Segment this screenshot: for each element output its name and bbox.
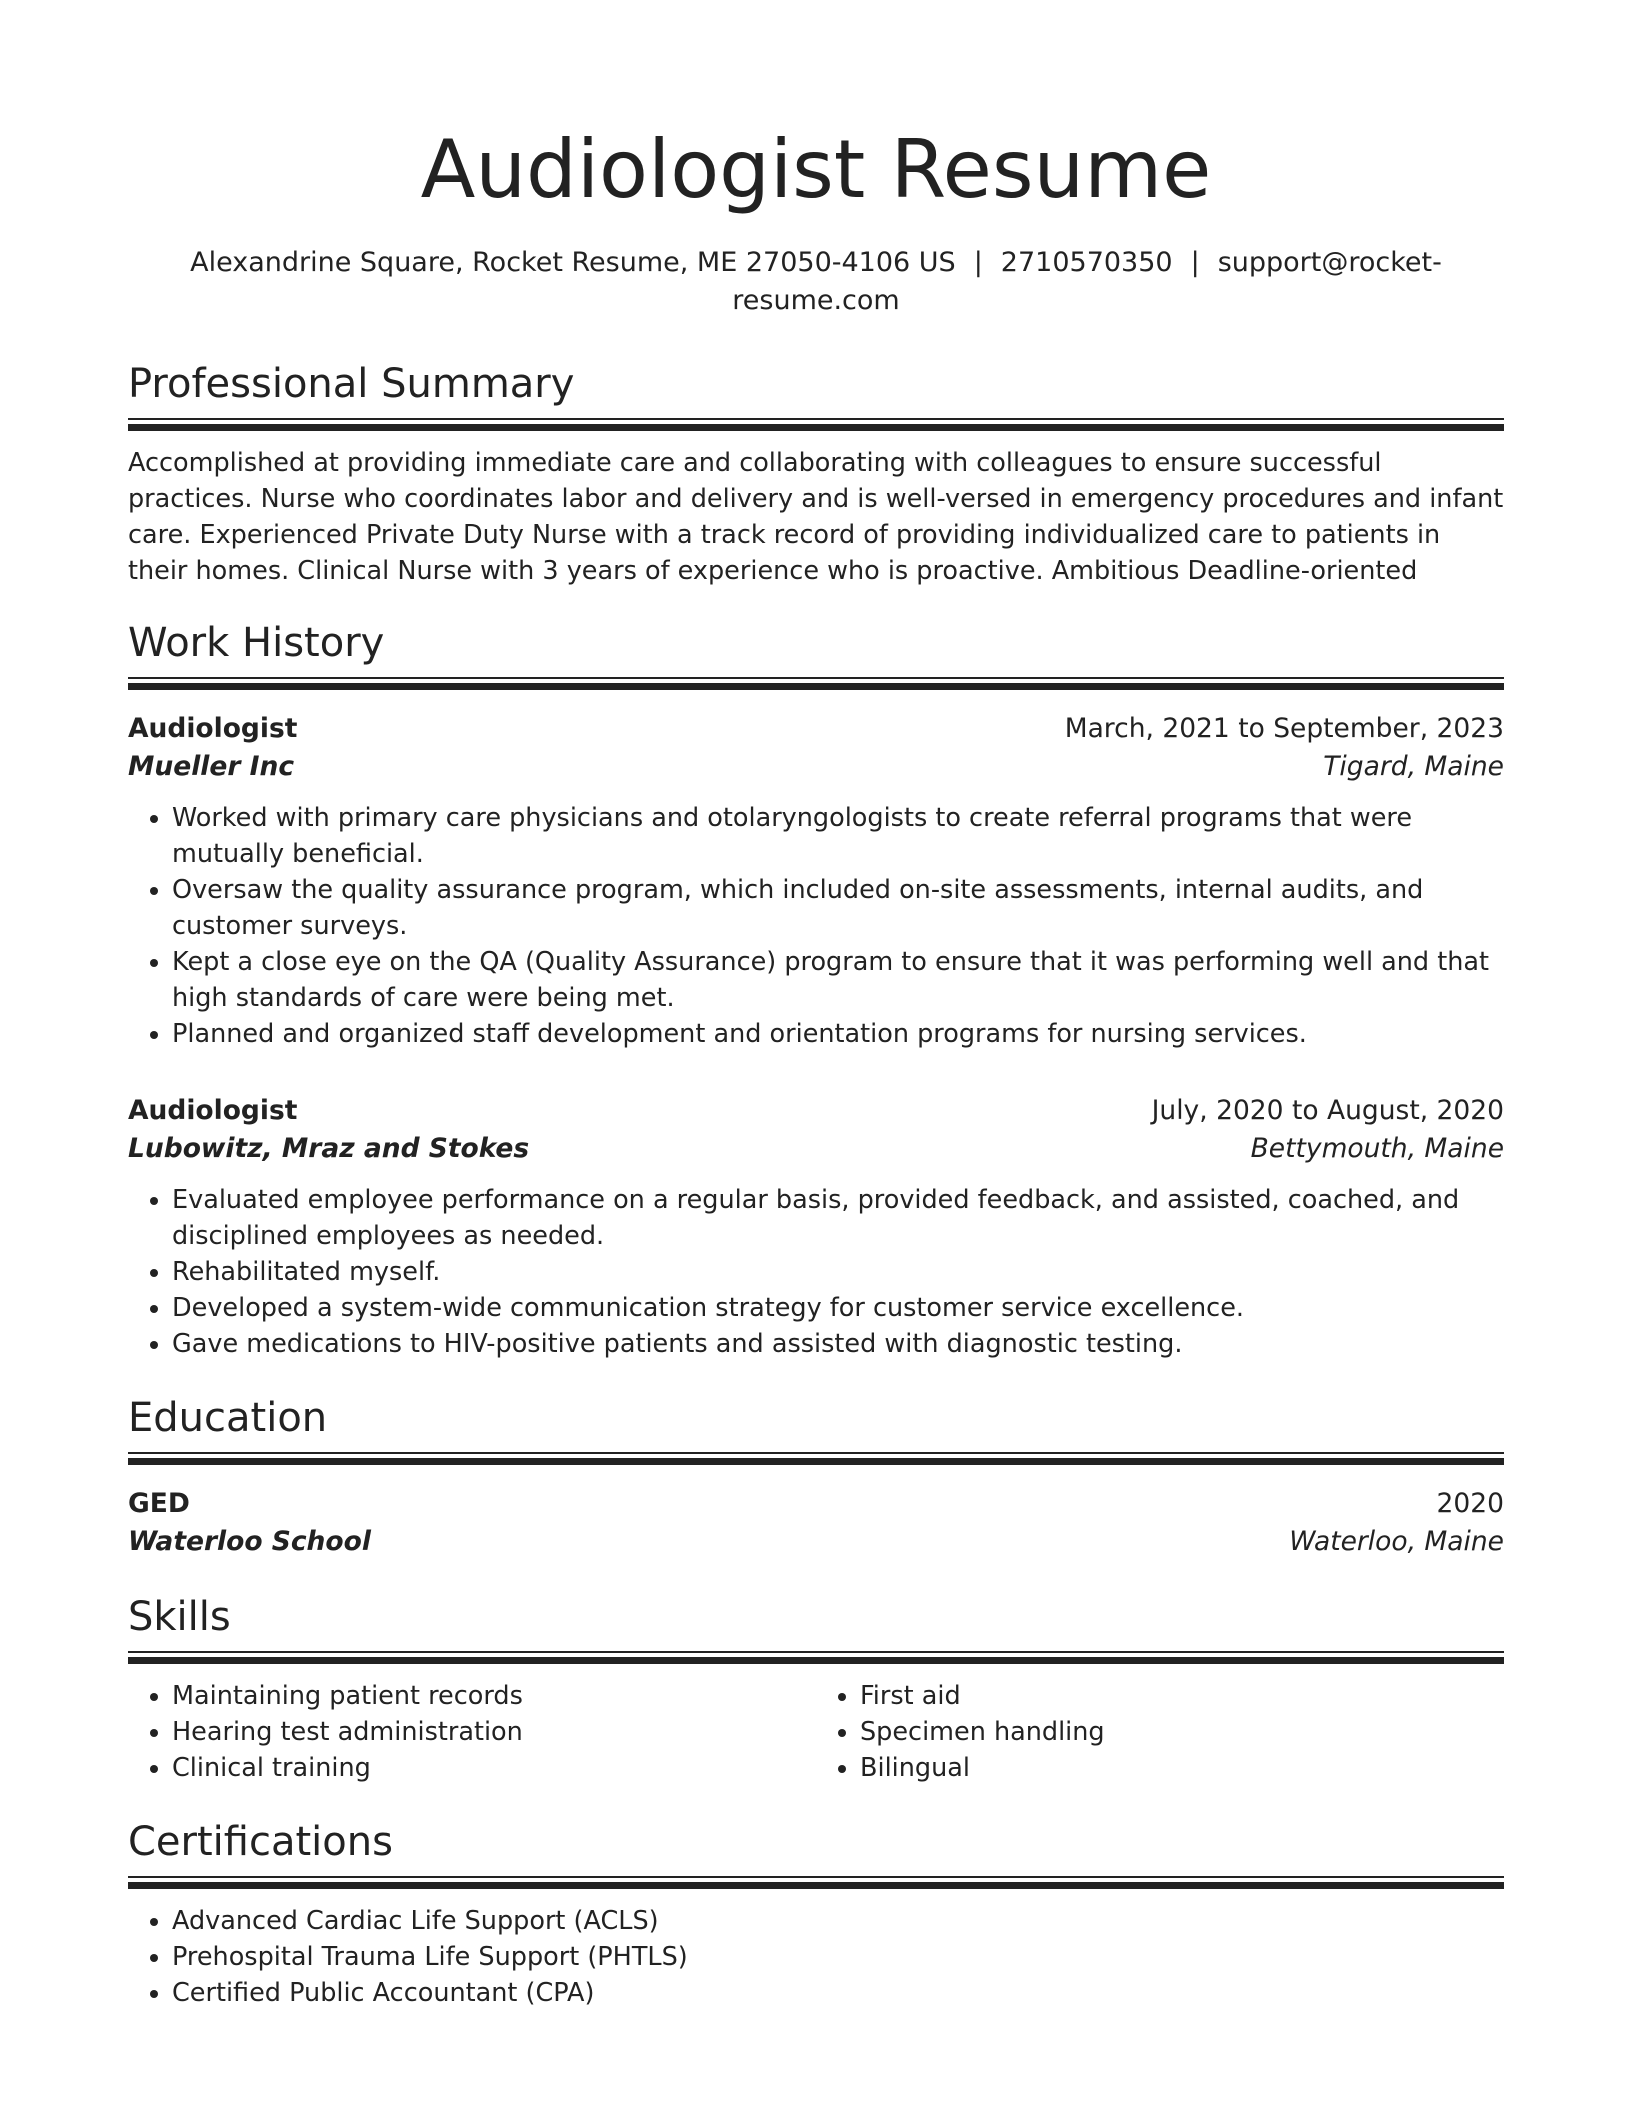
list-item: • Specimen handling — [860, 1714, 1504, 1750]
resume-title: Audiologist Resume — [420, 123, 1212, 216]
education-year: 2020 — [1436, 1488, 1504, 1519]
contact-separator: | — [973, 247, 983, 278]
list-item: • Gave medications to HIV-positive patients and assisted with diagnostic testing. — [172, 1326, 1504, 1362]
summary-text: Accomplished at providing immediate care and collaborating with colleagues to ensure successful practices. Nurse who coordinates labor and delivery and is well-versed in emergency procedures and infant care. Experienced Private Duty Nurse with a track record of providing individualized care to patients in their homes. Clinical Nurse with 3 years of experience who is proactive. Ambitious Deadline-oriented — [128, 448, 1504, 586]
section-divider — [128, 418, 1504, 431]
education-header-row — [128, 1485, 1504, 1523]
list-item: • Certified Public Accountant (CPA) — [172, 1975, 1504, 2011]
section-title-skills: Skills — [128, 1594, 231, 1640]
list-item: • Rehabilitated myself. — [172, 1254, 1504, 1290]
section-divider — [128, 1876, 1504, 1889]
job-bullets — [128, 1182, 1504, 1362]
section-title-work: Work History — [128, 620, 385, 666]
contact-email[interactable]: support@rocket-resume.com — [732, 247, 1442, 316]
job-location: Bettymouth, Maine — [1250, 1133, 1504, 1164]
job-company-row — [128, 1130, 1504, 1168]
list-item: • Oversaw the quality assurance program, which included on-site assessments, internal audits, and customer surveys. — [172, 872, 1504, 944]
contact-address: Alexandrine Square, Rocket Resume, ME 27050-4106 US — [190, 247, 956, 278]
list-item: • Maintaining patient records — [172, 1678, 816, 1714]
job-dates: March, 2021 to September, 2023 — [1064, 713, 1504, 744]
contact-phone: 2710570350 — [1000, 247, 1173, 278]
section-divider — [128, 677, 1504, 690]
job-location: Tigard, Maine — [1323, 751, 1504, 782]
skills-column-right — [816, 1678, 1504, 1786]
list-item: • Evaluated employee performance on a regular basis, provided feedback, and assisted, coached, and disciplined employees as needed. — [172, 1182, 1504, 1254]
education-location: Waterloo, Maine — [1289, 1526, 1504, 1557]
skills-section — [128, 1591, 1504, 1786]
section-divider — [128, 1452, 1504, 1465]
job-entry — [128, 710, 1504, 1052]
job-bullets — [128, 800, 1504, 1052]
list-item: • Hearing test administration — [172, 1714, 816, 1750]
certifications-section — [128, 1816, 1504, 2011]
education-school: Waterloo School — [128, 1526, 371, 1557]
education-entry — [128, 1485, 1504, 1561]
list-item: • Bilingual — [860, 1750, 1504, 1786]
work-history-section — [128, 617, 1504, 1362]
contact-line — [128, 244, 1504, 320]
section-title-education: Education — [128, 1395, 328, 1441]
skills-grid — [128, 1678, 1504, 1786]
job-title: Audiologist — [128, 1095, 298, 1126]
education-degree: GED — [128, 1488, 190, 1519]
education-section — [128, 1392, 1504, 1561]
list-item: • First aid — [860, 1678, 1504, 1714]
skills-column-left — [128, 1678, 816, 1786]
list-item: • Advanced Cardiac Life Support (ACLS) — [172, 1903, 1504, 1939]
job-company-row — [128, 748, 1504, 786]
job-entry — [128, 1092, 1504, 1362]
job-company: Lubowitz, Mraz and Stokes — [128, 1133, 530, 1164]
job-header-row — [128, 1092, 1504, 1130]
section-title-certifications: Certifications — [128, 1819, 393, 1865]
list-item: • Clinical training — [172, 1750, 816, 1786]
list-item: • Planned and organized staff development and orientation programs for nursing services. — [172, 1016, 1504, 1052]
job-header-row — [128, 710, 1504, 748]
certifications-list — [128, 1903, 1504, 2011]
skills-list — [128, 1678, 816, 1786]
list-item: • Prehospital Trauma Life Support (PHTLS) — [172, 1939, 1504, 1975]
section-title-summary: Professional Summary — [128, 361, 575, 407]
contact-separator: | — [1190, 247, 1200, 278]
list-item: • Worked with primary care physicians and otolaryngologists to create referral programs that were mutually beneficial. — [172, 800, 1504, 872]
skills-list — [816, 1678, 1504, 1786]
section-divider — [128, 1651, 1504, 1664]
job-title: Audiologist — [128, 713, 298, 744]
list-item: • Developed a system-wide communication strategy for customer service excellence. — [172, 1290, 1504, 1326]
list-item: • Kept a close eye on the QA (Quality Assurance) program to ensure that it was performing well and that high standards of care were being met. — [172, 944, 1504, 1016]
job-dates: July, 2020 to August, 2020 — [1151, 1095, 1504, 1126]
job-company: Mueller Inc — [128, 751, 295, 782]
summary-section — [128, 358, 1504, 589]
education-school-row — [128, 1523, 1504, 1561]
